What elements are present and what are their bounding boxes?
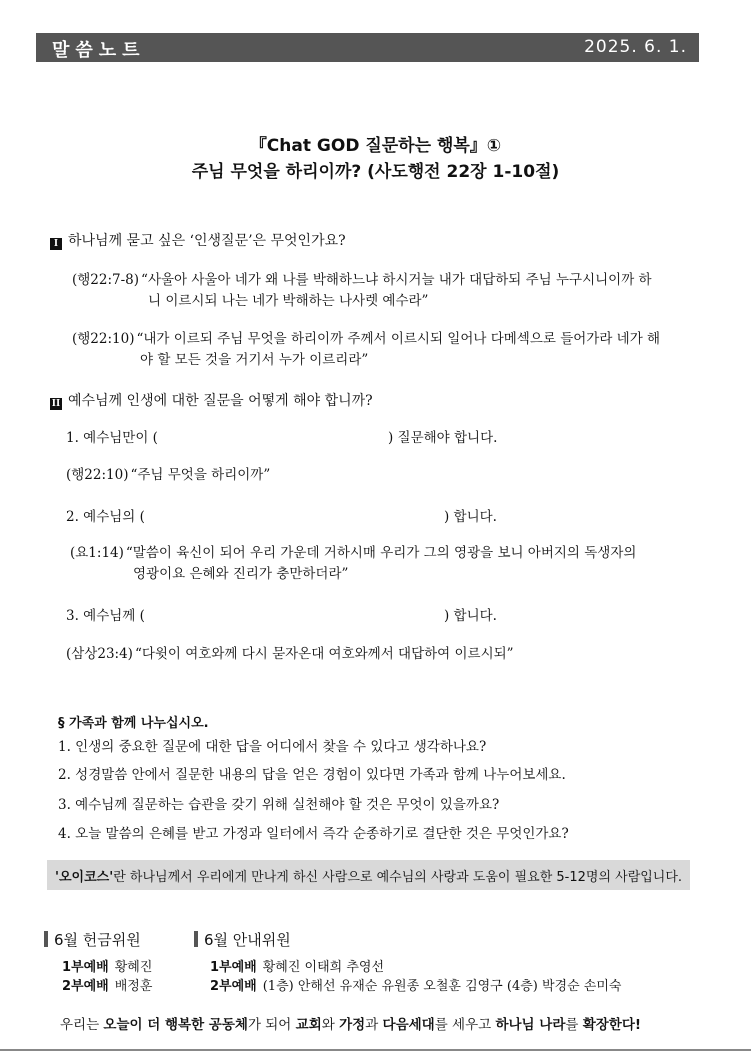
offering-row-1 <box>62 956 152 975</box>
section1-heading <box>50 230 346 250</box>
slogan-text: 와 <box>321 1017 340 1033</box>
verse-ref: (행22:10) <box>72 331 135 347</box>
header-title: 말씀노트 <box>52 40 146 61</box>
oikos-definition: 란 하나님께서 우리에게 만나게 하신 사람으로 예수님의 사랑과 도움이 필요한 5-12명의 사람입니다. <box>113 870 683 885</box>
discussion-heading: § 가족과 함께 나누십시오. <box>58 716 209 731</box>
section1-marker: I <box>50 238 62 250</box>
section1-question: 하나님께 묻고 싶은 ‘인생질문’은 무엇인가요? <box>68 233 346 249</box>
discussion-question-4: 4. 오늘 말씀의 은혜를 받고 가정과 일터에서 즉각 순종하기로 결단한 것은 무엇인가요? <box>58 826 569 842</box>
discussion-question-2: 2. 성경말씀 안에서 질문한 내용의 답을 얻은 경험이 있다면 가족과 함께 나누어보세요. <box>58 767 566 783</box>
slogan-text: 를 <box>565 1017 583 1033</box>
section1-verse-1-cont: 니 이르시되 나는 네가 박해하는 나사렛 예수라” <box>148 293 429 309</box>
section1-verse-2-cont: 야 할 모든 것을 거기서 누가 이르리라” <box>140 352 369 368</box>
usher-row-2 <box>210 975 621 994</box>
sermon-title: 『Chat GOD 질문하는 행복』① <box>249 136 502 156</box>
offering-row-2 <box>62 975 152 994</box>
offering-committee-heading <box>44 929 141 950</box>
verse-line1: “사울아 사울아 네가 왜 나를 박해하느냐 하시거늘 내가 대답하되 주님 누구시니이까 하 <box>141 272 652 288</box>
header-date: 2025. 6. 1. <box>584 37 687 57</box>
section1-verse-2 <box>72 329 660 349</box>
blank-item-2-start: 2. 예수님의 ( <box>66 509 145 525</box>
verse-ref: (요1:14) <box>70 545 124 561</box>
member-names: 배정훈 <box>114 979 153 994</box>
slogan-text: 를 세우고 <box>434 1017 496 1033</box>
usher-row-1 <box>210 956 384 975</box>
verse-line1: “말씀이 육신이 되어 우리 가운데 거하시매 우리가 그의 영광을 보니 아버지의 독생자의 <box>125 545 637 561</box>
slogan-text: 과 <box>365 1017 383 1033</box>
bottom-divider <box>0 1049 751 1051</box>
verse-ref: (행22:7-8) <box>72 272 140 288</box>
discussion-question-1: 1. 인생의 중요한 질문에 대한 답을 어디에서 찾을 수 있다고 생각하나요? <box>58 739 487 755</box>
verse-ref: (행22:10) <box>66 467 129 483</box>
slogan-emphasis: 하나님 나라 <box>495 1017 566 1033</box>
oikos-term: '오이코스' <box>55 870 114 885</box>
church-slogan <box>60 1013 641 1033</box>
blank-item-1-start: 1. 예수님만이 ( <box>66 430 158 446</box>
discussion-question-3: 3. 예수님께 질문하는 습관을 갖기 위해 실천해야 할 것은 무엇이 있을까요? <box>58 797 500 813</box>
verse-line1: “내가 이르되 주님 무엇을 하리이까 주께서 이르시되 일어나 다메섹으로 들어가라 네가 해 <box>136 331 661 347</box>
service-label: 1부예배 <box>210 960 257 975</box>
section2-marker: II <box>51 399 61 409</box>
offering-heading-text: 6월 헌금위원 <box>54 931 141 949</box>
service-label: 1부예배 <box>62 960 109 975</box>
oikos-note <box>47 860 690 890</box>
heading-bar <box>194 931 198 947</box>
service-label: 2부예배 <box>210 979 257 994</box>
blank-item-2-end: ) 합니다. <box>444 509 497 525</box>
item-2-verse <box>70 543 636 563</box>
heading-bar <box>44 931 48 947</box>
slogan-emphasis: 다음세대 <box>382 1017 435 1033</box>
section1-verse-1 <box>72 270 652 290</box>
item-1-verse <box>66 465 270 485</box>
blank-item-3-start: 3. 예수님께 ( <box>66 608 145 624</box>
blank-item-1-end: ) 질문해야 합니다. <box>388 430 498 446</box>
member-names: 황혜진 <box>114 960 153 975</box>
section2-heading <box>50 390 373 410</box>
slogan-emphasis: 교회 <box>295 1017 322 1033</box>
member-names: 황혜진 이태희 추영선 <box>262 960 385 975</box>
oikos-text <box>55 866 682 885</box>
sermon-subtitle: 주님 무엇을 하리이까? (사도행전 22장 1-10절) <box>191 162 560 182</box>
verse-ref: (삼상23:4) <box>66 646 133 662</box>
usher-committee-heading <box>194 929 291 950</box>
slogan-text: 우리는 <box>60 1017 104 1033</box>
section2-question: 예수님께 인생에 대한 질문을 어떻게 해야 합니까? <box>68 393 373 409</box>
usher-heading-text: 6월 안내위원 <box>204 931 291 949</box>
service-label: 2부예배 <box>62 979 109 994</box>
slogan-emphasis: 가정 <box>339 1017 366 1033</box>
item-3-verse <box>66 644 514 664</box>
member-names: (1층) 안해선 유재순 유원종 오철훈 김영구 (4층) 박경순 손미숙 <box>262 979 622 994</box>
blank-item-3-end: ) 합니다. <box>444 608 497 624</box>
verse-line1: “다윗이 여호와께 다시 묻자온대 여호와께서 대답하여 이르시되” <box>134 646 514 662</box>
verse-line1: “주님 무엇을 하리이까” <box>130 467 271 483</box>
slogan-emphasis: 확장한다! <box>582 1017 642 1033</box>
item-2-verse-cont: 영광이요 은혜와 진리가 충만하더라” <box>133 566 349 582</box>
header-bar <box>36 33 699 62</box>
slogan-emphasis: 오늘이 더 행복한 공동체 <box>103 1017 248 1033</box>
slogan-text: 가 되어 <box>247 1017 296 1033</box>
